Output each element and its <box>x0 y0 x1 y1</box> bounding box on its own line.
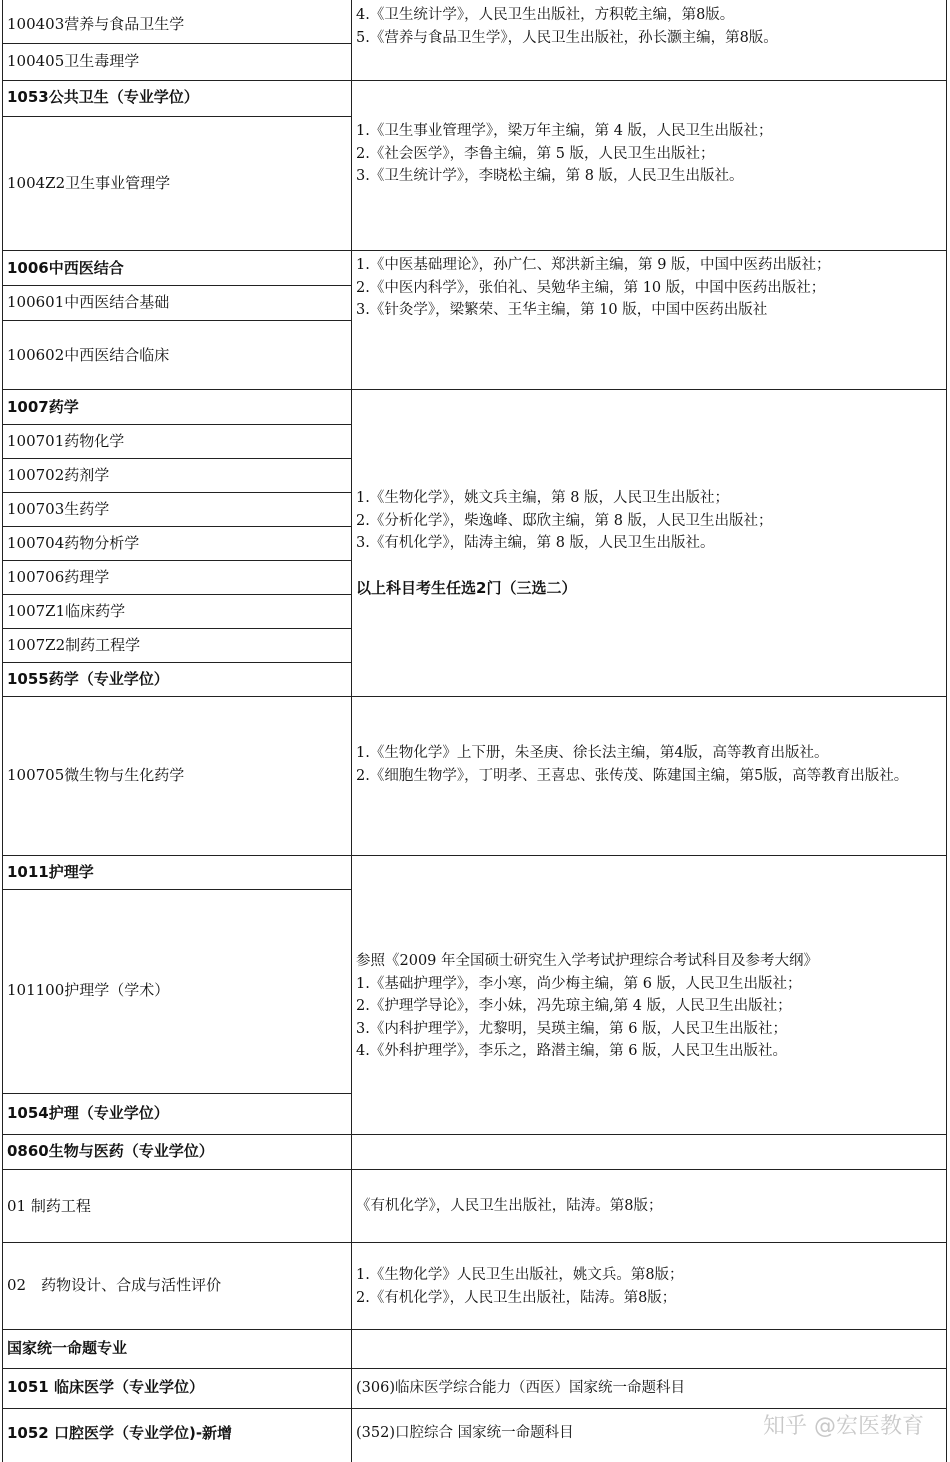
reference-group-10 <box>356 1422 574 1445</box>
reference-group-1 <box>356 4 778 49</box>
subject-1004Z2: 1004Z2卫生事业管理学 <box>7 174 171 192</box>
reference-group-7 <box>356 1195 662 1218</box>
reference-line: 《有机化学》，人民卫生出版社，陆涛。第8版； <box>356 1198 663 1214</box>
subject-0860-02: 02 药物设计、合成与活性评价 <box>7 1276 222 1294</box>
reference-line: 3.《针灸学》，梁繁荣、王华主编，第 10 版，中国中医药出版社 <box>356 302 768 318</box>
reference-line: 4.《卫生统计学》，人民卫生出版社，方积乾主编，第8版。 <box>356 7 735 23</box>
subject-1053: 1053公共卫生（专业学位） <box>7 88 199 106</box>
row-divider <box>2 696 947 697</box>
subject-1006: 1006中西医结合 <box>7 259 124 277</box>
subrow-divider <box>2 285 352 286</box>
subrow-divider <box>2 424 352 425</box>
subrow-divider <box>2 628 352 629</box>
reference-line: 1.《基础护理学》，李小寒，尚少梅主编，第 6 版，人民卫生出版社； <box>356 975 802 992</box>
reference-line: (306)临床医学综合能力（西医）国家统一命题科目 <box>356 1380 685 1396</box>
subrow-divider <box>2 116 352 117</box>
row-divider <box>2 1329 947 1330</box>
row-divider <box>2 1242 947 1243</box>
reference-line: 2.《细胞生物学》，丁明孝、王喜忠、张传茂、陈建国主编，第5版，高等教育出版社。 <box>356 767 909 784</box>
subrow-divider <box>2 458 352 459</box>
reference-line: 参照《2009 年全国硕士研究生入学考试护理综合考试科目及参考大纲》 <box>356 953 819 969</box>
reference-line: (352)口腔综合 国家统一命题科目 <box>356 1425 574 1441</box>
subject-100706: 100706药理学 <box>7 568 110 586</box>
row-divider <box>2 855 947 856</box>
subject-1054: 1054护理（专业学位） <box>7 1104 169 1122</box>
subrow-divider <box>2 492 352 493</box>
reference-group-4 <box>356 487 773 555</box>
subject-100403: 100403营养与食品卫生学 <box>7 15 185 33</box>
subject-100602: 100602中西医结合临床 <box>7 346 170 364</box>
reference-group-9 <box>356 1377 685 1400</box>
reference-line: 3.《有机化学》，陆涛主编，第 8 版，人民卫生出版社。 <box>356 535 715 551</box>
subject-100701: 100701药物化学 <box>7 432 125 450</box>
subject-100705: 100705微生物与生化药学 <box>7 766 185 784</box>
reference-line: 2.《中医内科学》，张伯礼、吴勉华主编，第 10 版，中国中医药出版社； <box>356 279 826 296</box>
subject-1007Z1: 1007Z1临床药学 <box>7 602 126 620</box>
reference-line: 3.《卫生统计学》，李晓松主编，第 8 版，人民卫生出版社。 <box>356 168 744 184</box>
subject-100405: 100405卫生毒理学 <box>7 52 140 70</box>
reference-line: 2.《护理学导论》，李小妹，冯先琼主编,第 4 版，人民卫生出版社； <box>356 998 792 1014</box>
subject-1007Z2: 1007Z2制药工程学 <box>7 636 141 654</box>
reference-group-5 <box>356 742 936 787</box>
subject-1055: 1055药学（专业学位） <box>7 670 169 688</box>
subrow-divider <box>2 594 352 595</box>
subject-100704: 100704药物分析学 <box>7 534 140 552</box>
subject-1007: 1007药学 <box>7 398 79 416</box>
reference-line: 5.《营养与食品卫生学》，人民卫生出版社，孙长灏主编，第8版。 <box>356 29 778 46</box>
reference-group-3 <box>356 254 936 322</box>
subrow-divider <box>2 43 352 44</box>
subrow-divider <box>2 526 352 527</box>
subject-1052: 1052 口腔医学（专业学位)-新增 <box>7 1424 233 1442</box>
watermark-text: 知乎 @宏医教育 <box>763 1414 924 1439</box>
subject-100703: 100703生药学 <box>7 500 110 518</box>
subject-0860: 0860生物与医药（专业学位） <box>7 1142 214 1160</box>
subject-1051: 1051 临床医学（专业学位） <box>7 1378 204 1396</box>
subrow-divider <box>2 560 352 561</box>
row-divider <box>2 1169 947 1170</box>
reference-line: 2.《社会医学》，李鲁主编，第 5 版，人民卫生出版社； <box>356 145 715 162</box>
reference-line: 1.《生物化学》人民卫生出版社，姚文兵。第8版； <box>356 1267 684 1283</box>
reference-line: 2.《有机化学》，人民卫生出版社，陆涛。第8版； <box>356 1289 677 1306</box>
row-divider <box>2 1368 947 1369</box>
subject-1011: 1011护理学 <box>7 863 94 881</box>
row-divider <box>2 1134 947 1135</box>
reference-group-2 <box>356 120 773 188</box>
row-divider <box>2 80 947 81</box>
reference-line: 1.《生物化学》上下册，朱圣庚、徐长法主编，第4版，高等教育出版社。 <box>356 745 829 761</box>
row-divider <box>2 389 947 390</box>
subrow-divider <box>2 320 352 321</box>
national-exam-heading: 国家统一命题专业 <box>7 1339 128 1357</box>
reference-group-8 <box>356 1264 684 1309</box>
subject-100601: 100601中西医结合基础 <box>7 293 170 311</box>
subrow-divider <box>2 662 352 663</box>
elective-note: 以上科目考生任选2门（三选二） <box>356 579 577 597</box>
reference-line: 4.《外科护理学》，李乐之，路潜主编，第 6 版，人民卫生出版社。 <box>356 1043 788 1059</box>
reference-line: 3.《内科护理学》，尤黎明，吴瑛主编，第 6 版，人民卫生出版社； <box>356 1020 788 1037</box>
reference-line: 1.《生物化学》，姚文兵主编，第 8 版，人民卫生出版社； <box>356 490 730 506</box>
reference-line: 2.《分析化学》，柴逸峰、邸欣主编，第 8 版，人民卫生出版社； <box>356 512 773 529</box>
subrow-divider <box>2 1093 352 1094</box>
row-divider <box>2 250 947 251</box>
reference-line: 1.《中医基础理论》，孙广仁、郑洪新主编，第 9 版，中国中医药出版社； <box>356 257 831 273</box>
subject-0860-01: 01 制药工程 <box>7 1197 91 1215</box>
reference-line: 1.《卫生事业管理学》，梁万年主编，第 4 版，人民卫生出版社； <box>356 123 773 139</box>
reference-group-6 <box>356 950 818 1063</box>
subrow-divider <box>2 889 352 890</box>
subject-101100: 101100护理学（学术） <box>7 981 170 999</box>
subject-100702: 100702药剂学 <box>7 466 110 484</box>
